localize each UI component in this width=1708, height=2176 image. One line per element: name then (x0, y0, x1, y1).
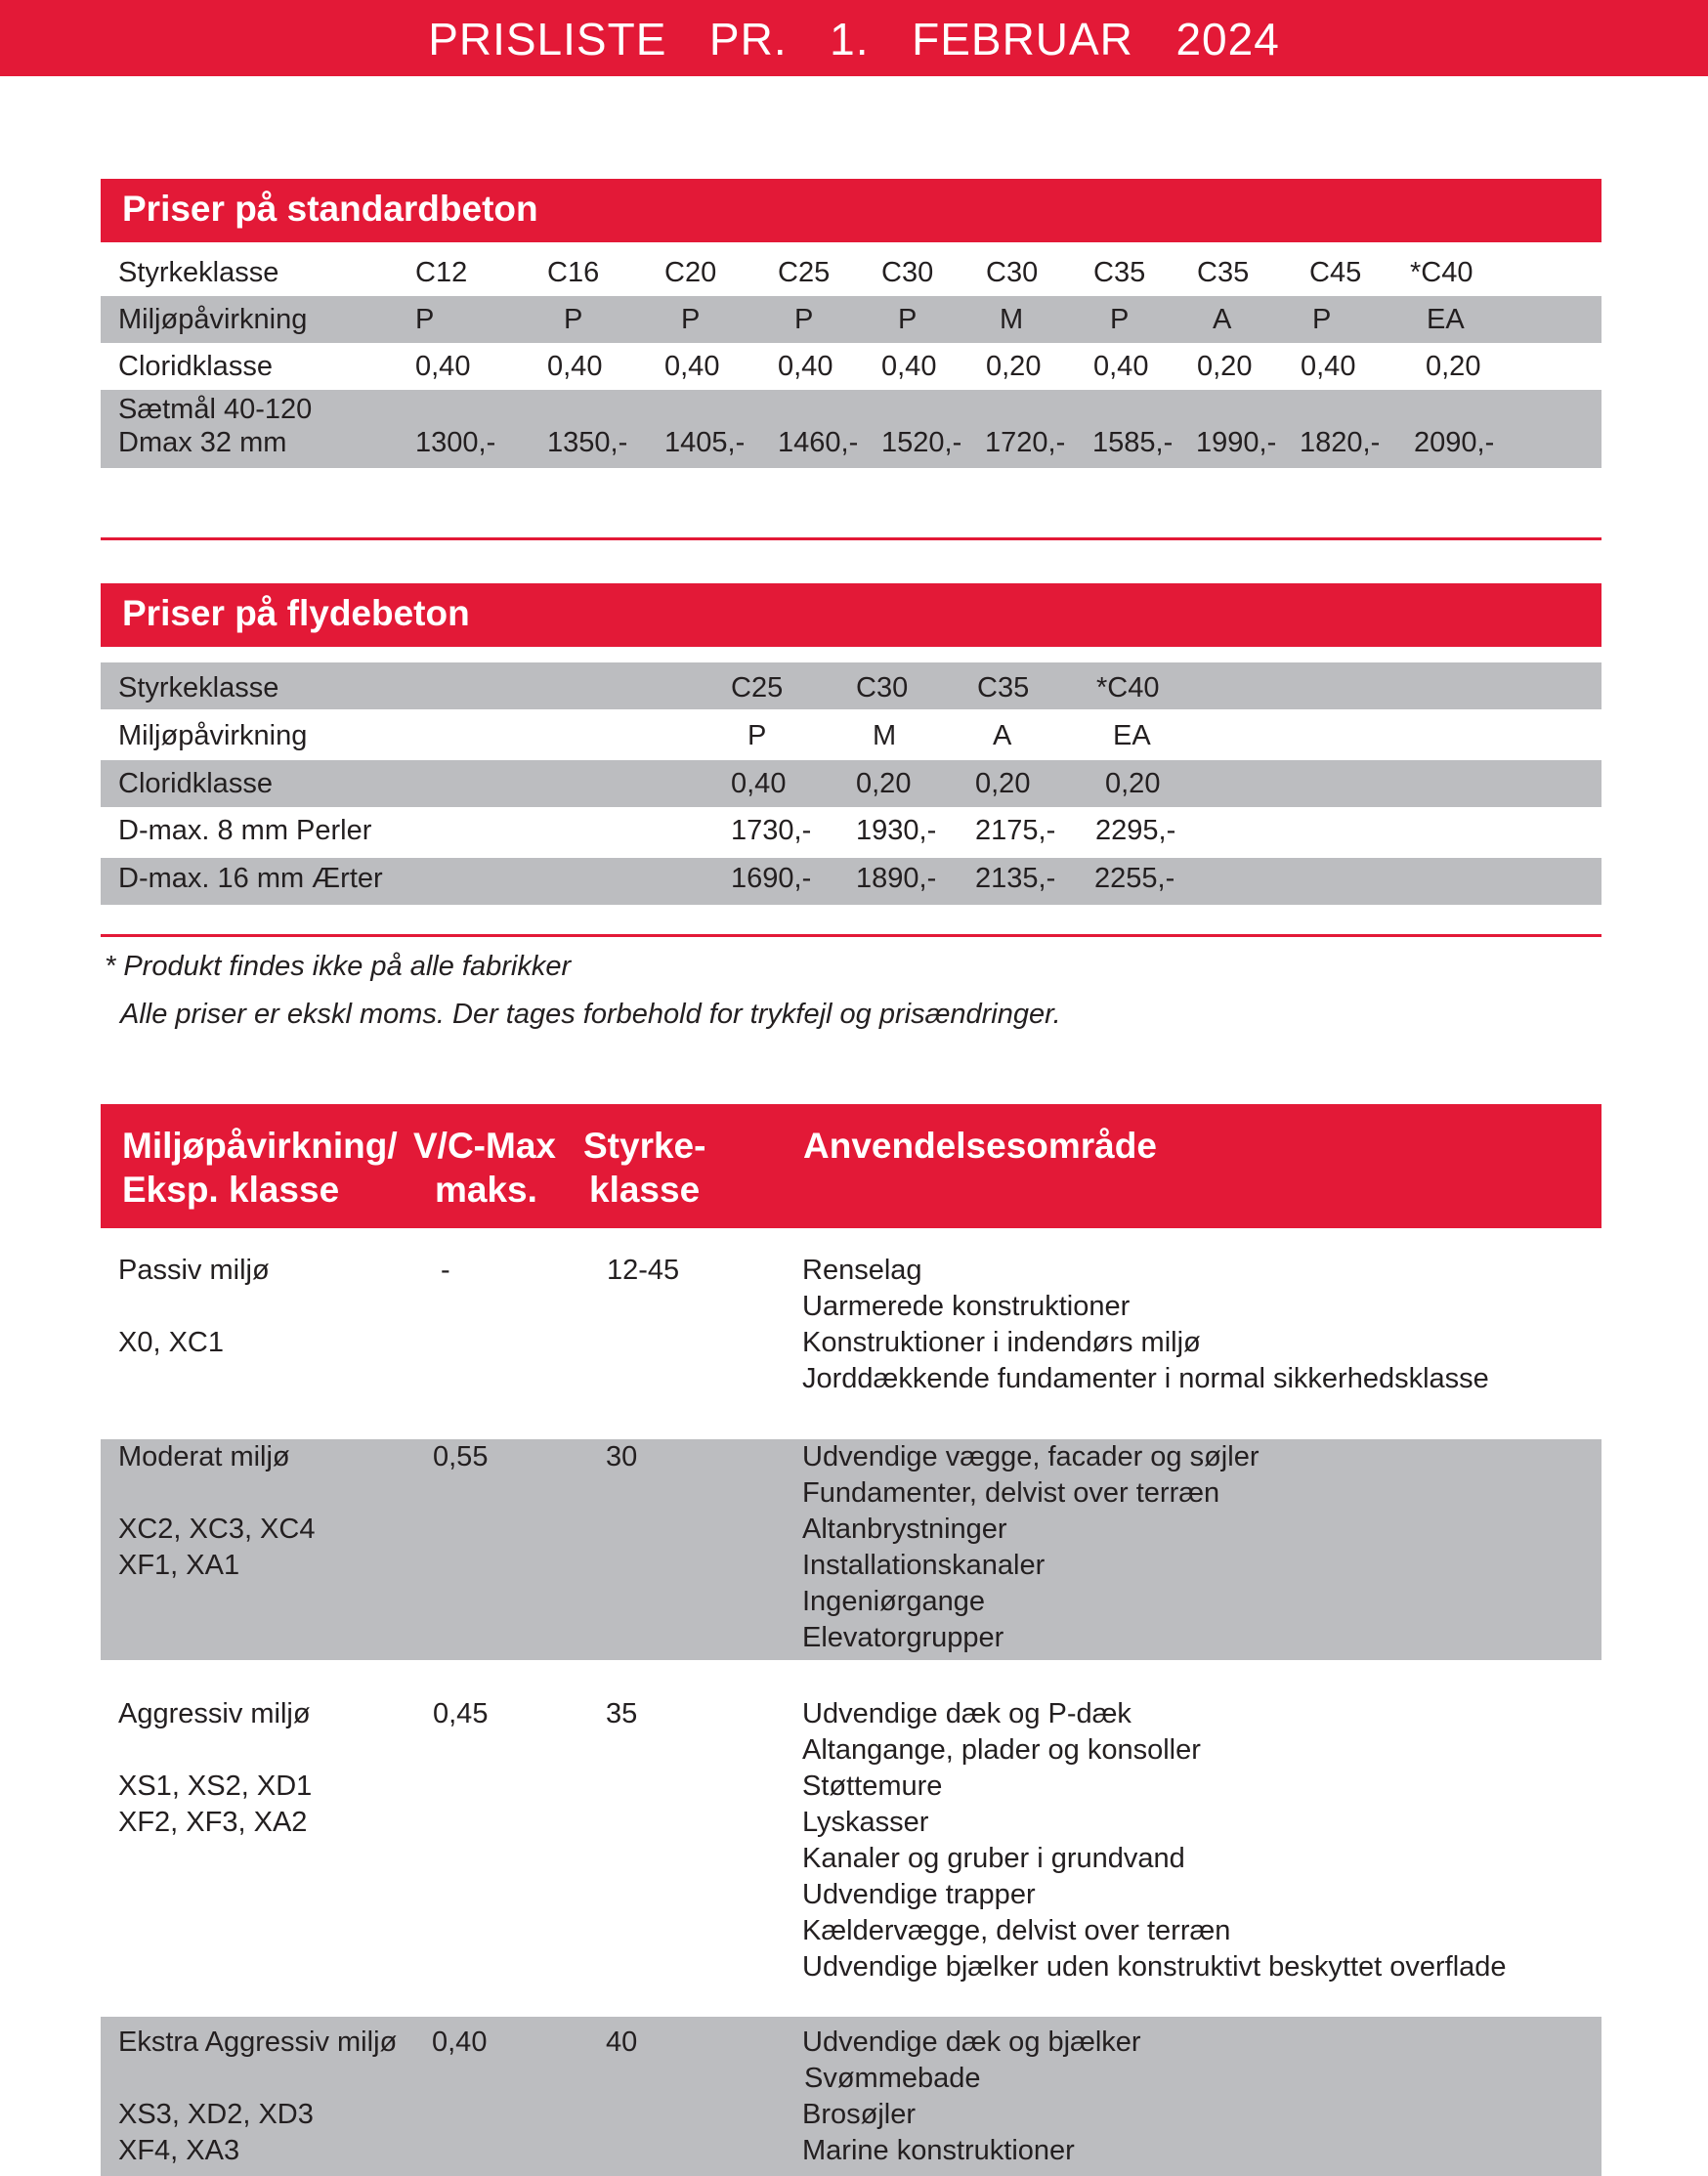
env-row-passive (101, 1253, 1601, 1409)
value-cell: C30 (856, 672, 909, 704)
flyde-section-title: Priser på flydebeton (122, 593, 470, 633)
env-use: Svømmebade (804, 2063, 981, 2094)
env-name: Aggressiv miljø (118, 1698, 311, 1729)
value-cell: *C40 (1410, 257, 1473, 288)
value-cell: P (1312, 304, 1332, 335)
section-divider (101, 934, 1601, 937)
price-cell: 1730,- (731, 815, 812, 846)
row-label: Miljøpåvirkning (118, 720, 308, 751)
flyde-row-environment (101, 709, 1601, 756)
value-cell: C25 (731, 672, 784, 704)
row-label: D-max. 16 mm Ærter (118, 863, 383, 894)
value-cell: A (1213, 304, 1232, 335)
env-classes: XF2, XF3, XA2 (118, 1807, 308, 1838)
flyde-row-16mm (101, 858, 1601, 905)
header-strength: Styrke- (583, 1126, 706, 1166)
value-cell: 0,20 (1426, 351, 1481, 382)
price-cell: 1720,- (985, 427, 1066, 458)
env-use: Marine konstruktioner (802, 2135, 1075, 2166)
price-cell: 1990,- (1196, 427, 1277, 458)
env-use: Fundamenter, delvist over terræn (802, 1477, 1220, 1509)
env-vc: 0,45 (433, 1698, 489, 1729)
env-use: Renselag (802, 1255, 922, 1286)
env-classes: XF4, XA3 (118, 2135, 240, 2166)
value-cell: 0,40 (415, 351, 471, 382)
value-cell: 0,20 (1105, 768, 1161, 799)
value-cell: A (993, 720, 1012, 751)
env-use: Lyskasser (802, 1807, 929, 1838)
standard-section-header (101, 179, 1601, 242)
header-application-area: Anvendelsesområde (803, 1126, 1157, 1166)
env-use: Udvendige bjælker uden konstruktivt beskyttet overflade (802, 1951, 1507, 1983)
value-cell: P (1110, 304, 1130, 335)
value-cell: 0,40 (881, 351, 937, 382)
price-cell: 2295,- (1095, 815, 1176, 846)
flyde-row-chloride (101, 760, 1601, 807)
value-cell: 0,20 (975, 768, 1031, 799)
env-row-aggressive (101, 1696, 1601, 1989)
value-cell: C35 (977, 672, 1030, 704)
footnote-availability: * Produkt findes ikke på alle fabrikker (105, 951, 572, 982)
value-cell: M (873, 720, 897, 751)
value-cell: P (415, 304, 435, 335)
section-divider (101, 537, 1601, 540)
env-use: Udvendige dæk og bjælker (802, 2027, 1141, 2058)
price-cell: 2135,- (975, 863, 1056, 894)
env-name: Passiv miljø (118, 1255, 270, 1286)
env-classes: XF1, XA1 (118, 1550, 240, 1581)
env-vc: - (441, 1255, 450, 1286)
page-title-bar (0, 0, 1708, 76)
value-cell: C35 (1093, 257, 1146, 288)
env-use: Kældervægge, delvist over terræn (802, 1915, 1231, 1946)
env-name: Moderat miljø (118, 1441, 290, 1472)
env-vc: 0,40 (432, 2027, 488, 2058)
env-use: Installationskanaler (802, 1550, 1046, 1581)
value-cell: 0,40 (778, 351, 833, 382)
row-label: Cloridklasse (118, 351, 273, 382)
price-cell: 1300,- (415, 427, 496, 458)
price-cell: 1350,- (547, 427, 628, 458)
value-cell: C12 (415, 257, 468, 288)
value-cell: M (1000, 304, 1024, 335)
price-cell: 1585,- (1092, 427, 1174, 458)
standard-row-strength (101, 252, 1601, 299)
env-strength: 30 (606, 1441, 638, 1472)
value-cell: 0,40 (1093, 351, 1149, 382)
value-cell: 0,40 (1301, 351, 1356, 382)
env-classes: XS3, XD2, XD3 (118, 2099, 314, 2130)
value-cell: C45 (1309, 257, 1362, 288)
header-vc-max: V/C-Max (413, 1126, 556, 1166)
value-cell: EA (1113, 720, 1151, 751)
env-classes: X0, XC1 (118, 1327, 224, 1358)
env-use: Brosøjler (802, 2099, 917, 2130)
env-use: Ingeniørgange (802, 1586, 986, 1617)
env-vc: 0,55 (433, 1441, 489, 1472)
env-use: Støttemure (802, 1771, 943, 1802)
row-label: Styrkeklasse (118, 672, 279, 704)
value-cell: C16 (547, 257, 600, 288)
flyde-section-header (101, 583, 1601, 647)
price-cell: 2175,- (975, 815, 1056, 846)
header-exposure-class: Eksp. klasse (122, 1170, 340, 1210)
price-cell: 2255,- (1094, 863, 1175, 894)
env-classes: XS1, XS2, XD1 (118, 1771, 313, 1802)
value-cell: EA (1427, 304, 1465, 335)
price-cell: 1520,- (881, 427, 962, 458)
price-cell: 1930,- (856, 815, 937, 846)
price-cell: 1405,- (664, 427, 746, 458)
value-cell: *C40 (1096, 672, 1160, 704)
price-cell: 1820,- (1300, 427, 1381, 458)
env-use: Altanbrystninger (802, 1514, 1007, 1545)
env-name: Ekstra Aggressiv miljø (118, 2027, 398, 2058)
env-row-moderate (101, 1439, 1601, 1660)
standard-row-chloride (101, 343, 1601, 390)
value-cell: 0,20 (986, 351, 1042, 382)
env-use: Udvendige dæk og P-dæk (802, 1698, 1132, 1729)
value-cell: C35 (1197, 257, 1250, 288)
price-cell: 1890,- (856, 863, 937, 894)
value-cell: C30 (986, 257, 1039, 288)
value-cell: C30 (881, 257, 934, 288)
value-cell: P (898, 304, 918, 335)
footnote-prices: Alle priser er ekskl moms. Der tages forbehold for trykfejl og prisændringer. (120, 999, 1061, 1030)
env-use: Udvendige vægge, facader og søjler (802, 1441, 1260, 1472)
env-strength: 12-45 (607, 1255, 680, 1286)
env-use: Elevatorgrupper (802, 1622, 1004, 1653)
page-title: PRISLISTE PR. 1. FEBRUAR 2024 (428, 14, 1280, 64)
header-vc-max-sub: maks. (435, 1170, 537, 1210)
price-cell: 1460,- (778, 427, 859, 458)
header-environment: Miljøpåvirkning/ (122, 1126, 398, 1166)
env-use: Kanaler og gruber i grundvand (802, 1843, 1185, 1874)
row-label: Sætmål 40-120 (118, 394, 313, 425)
env-classes: XC2, XC3, XC4 (118, 1514, 316, 1545)
env-row-extra-aggressive (101, 2017, 1601, 2176)
env-use: Uarmerede konstruktioner (802, 1291, 1131, 1322)
env-use: Altangange, plader og konsoller (802, 1734, 1201, 1766)
row-label: Dmax 32 mm (118, 427, 287, 458)
env-use: Udvendige trapper (802, 1879, 1036, 1910)
row-label: Miljøpåvirkning (118, 304, 308, 335)
env-strength: 35 (606, 1698, 638, 1729)
standard-row-environment (101, 296, 1601, 343)
value-cell: P (794, 304, 814, 335)
value-cell: C20 (664, 257, 717, 288)
env-table-header (101, 1104, 1601, 1228)
row-label: Styrkeklasse (118, 257, 279, 288)
value-cell: P (681, 304, 701, 335)
value-cell: P (564, 304, 583, 335)
value-cell: P (747, 720, 767, 751)
value-cell: 0,20 (1197, 351, 1253, 382)
row-label: Cloridklasse (118, 768, 273, 799)
row-label: D-max. 8 mm Perler (118, 815, 372, 846)
value-cell: C25 (778, 257, 831, 288)
value-cell: 0,40 (731, 768, 787, 799)
value-cell: 0,40 (664, 351, 720, 382)
flyde-row-8mm (101, 807, 1601, 854)
value-cell: 0,40 (547, 351, 603, 382)
standard-section-title: Priser på standardbeton (122, 189, 538, 229)
value-cell: 0,20 (856, 768, 912, 799)
env-use: Konstruktioner i indendørs miljø (802, 1327, 1201, 1358)
env-strength: 40 (606, 2027, 638, 2058)
header-strength-sub: klasse (589, 1170, 701, 1210)
price-cell: 2090,- (1414, 427, 1495, 458)
price-cell: 1690,- (731, 863, 812, 894)
flyde-row-strength (101, 662, 1601, 709)
standard-row-price (101, 390, 1601, 468)
env-use: Jorddækkende fundamenter i normal sikkerhedsklasse (802, 1363, 1489, 1394)
